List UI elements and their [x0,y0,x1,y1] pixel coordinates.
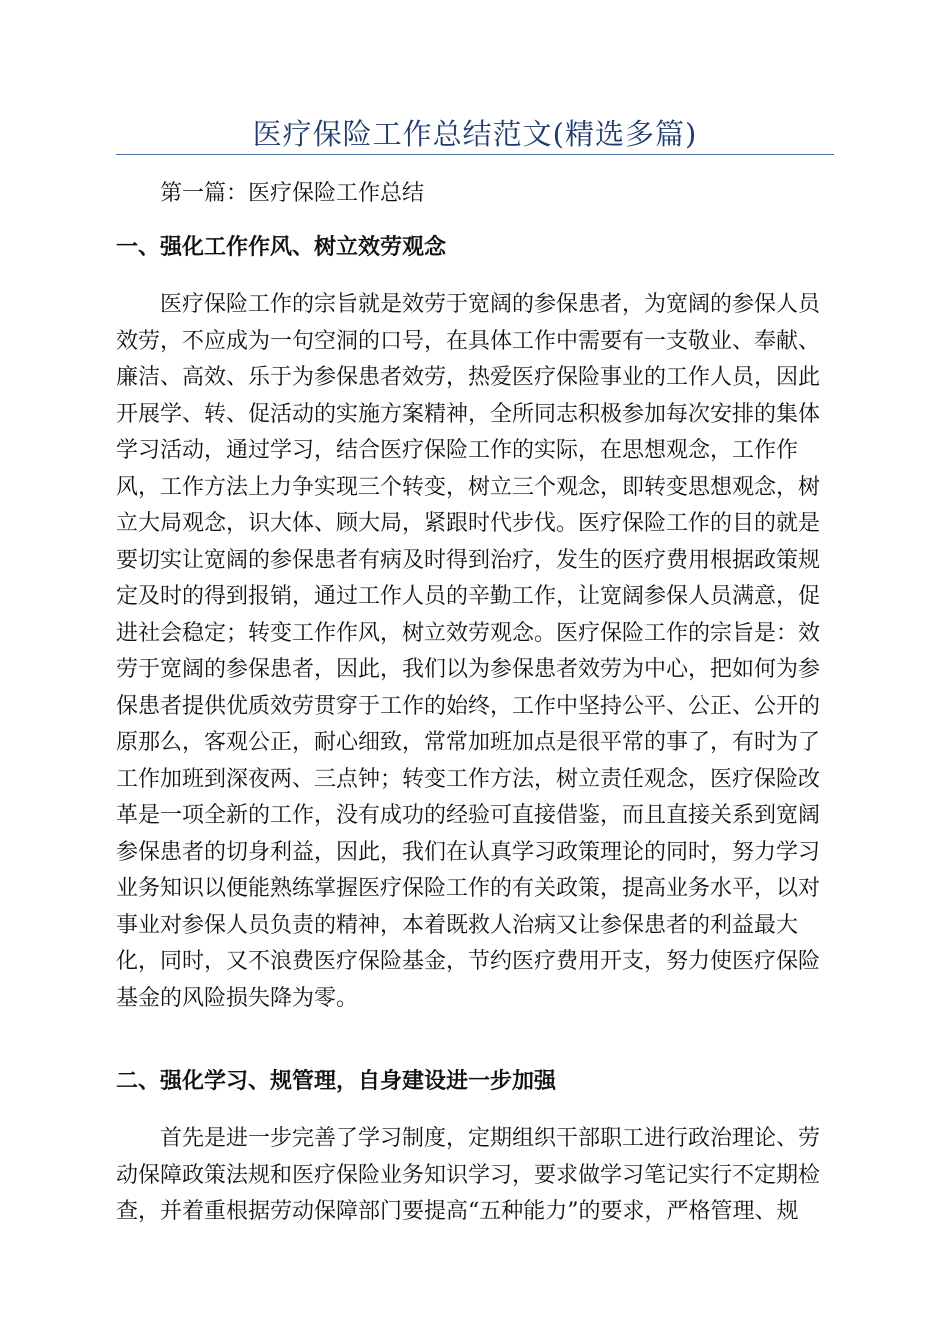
section-subtitle: 第一篇：医疗保险工作总结 [160,181,425,206]
section-heading-1: 一、强化工作作风、树立效劳观念 [116,235,447,260]
document-title: 医疗保险工作总结范文(精选多篇) [252,117,698,151]
paragraph-line: 效劳，不应成为一句空洞的口号，在具体工作中需要有一支敬业、奉献、 [116,328,821,354]
section-heading-2: 二、强化学习、规管理，自身建设进一步加强 [116,1069,557,1094]
paragraph-line: 业务知识以便能熟练掌握医疗保险工作的有关政策，提高业务水平，以对 [116,876,821,901]
paragraph-line: 开展学、转、促活动的实施方案精神，全所同志积极参加每次安排的集体 [116,401,821,427]
section-2-paragraph [116,1121,836,1231]
paragraph-line: 工作加班到深夜两、三点钟；转变工作方法，树立责任观念，医疗保险改 [116,766,821,792]
paragraph-line: 革是一项全新的工作，没有成功的经验可直接借鉴，而且直接关系到宽阔 [116,803,821,828]
paragraph-line: 化，同时，又不浪费医疗保险基金，节约医疗费用开支，努力使医疗保险 [116,949,821,974]
section-1-paragraph [116,287,836,1017]
paragraph-line: 廉洁、高效、乐于为参保患者效劳，热爱医疗保险事业的工作人员，因此 [116,365,821,390]
paragraph-line: 定及时的得到报销，通过工作人员的辛勤工作，让宽阔参保人员满意，促 [116,584,821,609]
paragraph-line: 风，工作方法上力争实现三个转变，树立三个观念，即转变思想观念，树 [116,474,821,500]
paragraph-line: 动保障政策法规和医疗保险业务知识学习，要求做学习笔记实行不定期检 [116,1162,821,1188]
paragraph-line: 基金的风险损失降为零。 [116,985,359,1011]
paragraph-line: 劳于宽阔的参保患者，因此，我们以为参保患者效劳为中心，把如何为参 [116,657,821,682]
paragraph-line: 首先是进一步完善了学习制度，定期组织干部职工进行政治理论、劳 [160,1126,821,1151]
paragraph-line: 医疗保险工作的宗旨就是效劳于宽阔的参保患者，为宽阔的参保人员 [160,292,821,317]
paragraph-line: 原那么，客观公正，耐心细致，常常加班加点是很平常的事了，有时为了 [116,730,821,755]
paragraph-line: 学习活动，通过学习，结合医疗保险工作的实际，在思想观念，工作作 [116,438,799,463]
title-underline [116,154,834,155]
paragraph-line: 查，并着重根据劳动保障部门要提高“五种能力”的要求，严格管理、规 [116,1199,799,1224]
paragraph-line: 立大局观念，识大体、顾大局，紧跟时代步伐。医疗保险工作的目的就是 [116,511,821,536]
paragraph-line: 参保患者的切身利益，因此，我们在认真学习政策理论的同时，努力学习 [116,839,821,865]
paragraph-line: 要切实让宽阔的参保患者有病及时得到治疗，发生的医疗费用根据政策规 [116,547,821,573]
paragraph-line: 进社会稳定；转变工作作风，树立效劳观念。医疗保险工作的宗旨是：效 [116,620,821,646]
paragraph-line: 事业对参保人员负责的精神，本着既救人治病又让参保患者的利益最大 [116,912,799,938]
paragraph-line: 保患者提供优质效劳贯穿于工作的始终，工作中坚持公平、公正、公开的 [116,693,821,719]
